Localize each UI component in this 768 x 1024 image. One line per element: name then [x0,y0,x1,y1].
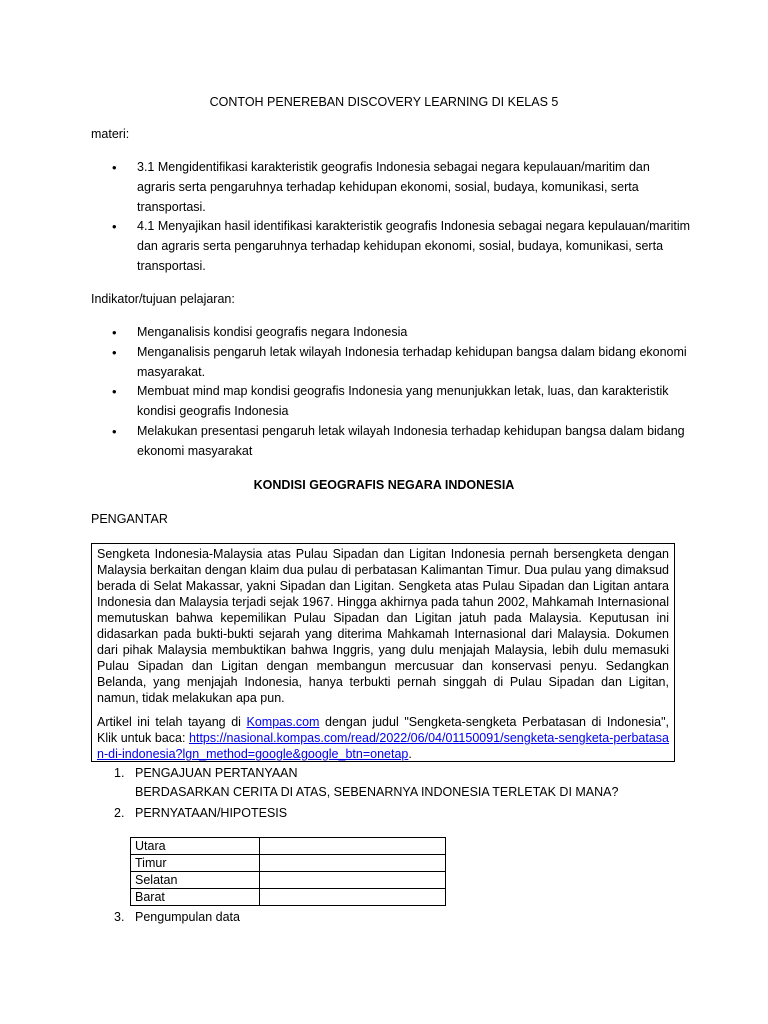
step-question: BERDASARKAN CERITA DI ATAS, SEBENARNYA INDONESIA TERLETAK DI MANA? [135,785,619,799]
direction-answer[interactable] [260,838,446,855]
step-item [91,764,691,802]
step-label: Pengumpulan data [135,910,240,924]
artikel-suffix: . [408,747,412,761]
steps-list-2 [91,804,691,823]
indikator-list [91,323,691,462]
step-label: PERNYATAAN/HIPOTESIS [135,806,288,820]
direction-label: Barat [131,889,260,906]
direction-label: Selatan [131,872,260,889]
list-item: • Membuat mind map kondisi geografis Indonesia yang menunjukkan letak, luas, dan karakteristik kondisi geografis Indonesia [91,382,691,422]
directions-table [130,837,446,906]
direction-answer[interactable] [260,889,446,906]
table-row [131,872,446,889]
step-number: 1. [114,766,125,780]
kompas-link[interactable]: Kompas.com [246,715,320,729]
step-number: 2. [114,806,125,820]
materi-list [91,158,691,277]
artikel-middle: dengan judul "Sengketa-sengketa Perbatasan di Indonesia", Klik untuk baca: [97,715,669,745]
list-item: • 3.1 Mengidentifikasi karakteristik geografis Indonesia sebagai negara kepulauan/maritim dan agraris serta pengaruhnya terhadap kehidupan ekonomi, sosial, budaya, komunikasi, serta transportasi. [91,158,691,217]
artikel-prefix: Artikel ini telah tayang di [97,715,247,729]
artikel-credit [97,714,669,762]
direction-label: Timur [131,855,260,872]
article-url-link[interactable]: https://nasional.kompas.com/read/2022/06/04/01150091/sengketa-sengketa-perbatasan-di-indonesia?lgn_method=google&google_btn=onetap [97,731,669,761]
list-item: • 4.1 Menyajikan hasil identifikasi karakteristik geografis Indonesia sebagai negara kepulauan/maritim dan agraris serta pengaruhnya terhadap kehidupan ekonomi, sosial, budaya, komunikasi, serta transportasi. [91,217,691,276]
table-row [131,838,446,855]
story-box [91,543,675,762]
direction-answer[interactable] [260,855,446,872]
table-row [131,889,446,906]
list-item: • Melakukan presentasi pengaruh letak wilayah Indonesia terhadap kehidupan bangsa dalam bidang ekonomi masyarakat [91,422,691,462]
pengantar-label: PENGANTAR [91,512,168,526]
step-label: PENGAJUAN PERTANYAAN [135,766,298,780]
step-item [91,908,691,927]
story-text: Sengketa Indonesia-Malaysia atas Pulau Sipadan dan Ligitan Indonesia pernah bersengketa dengan Malaysia berkaitan dengan klaim dua pulau di perbatasan Kalimantan Timur. Dua pulau yang dimaksud berada di Selat Makassar, yakni Sipadan dan Ligitan. Sengketa atas Pulau Sipadan dan Ligitan antara Indonesia dan Malaysia terjadi sejak 1967. Hingga akhirnya pada tahun 2002, Mahkamah Internasional memutuskan bahwa kepemilikan Pulau Sipadan dan Ligitan jatuh pada Malaysia. Keputusan ini didasarkan pada bukti-bukti sejarah yang diterima Mahkamah Internasional dari Malaysia. Dokumen dari pihak Malaysia membuktikan bahwa Inggris, yang dulu menjajah Malaysia, lebih dulu memasuki Pulau Sipadan dan Ligitan dengan membangun mercusuar dan konservasi penyu. Sedangkan Belanda, yang menjajah Indonesia, hanya terbukti pernah singgah di Pulau Sipadan dan Ligitan, namun, tidak melakukan apa pun. [97,547,669,705]
step-number: 3. [114,910,125,924]
direction-answer[interactable] [260,872,446,889]
table-row [131,855,446,872]
section-heading: KONDISI GEOGRAFIS NEGARA INDONESIA [253,478,515,492]
list-item: • Menganalisis pengaruh letak wilayah Indonesia terhadap kehidupan bangsa dalam bidang ekonomi masyarakat. [91,343,691,383]
page-title: CONTOH PENEREBAN DISCOVERY LEARNING DI KELAS 5 [209,95,559,109]
steps-list-3 [91,908,691,927]
list-item: • Menganalisis kondisi geografis negara Indonesia [91,323,691,343]
indikator-label: Indikator/tujuan pelajaran: [91,292,235,306]
direction-label: Utara [131,838,260,855]
step-item [91,804,691,823]
materi-label: materi: [91,127,130,141]
steps-list-1 [91,764,691,802]
